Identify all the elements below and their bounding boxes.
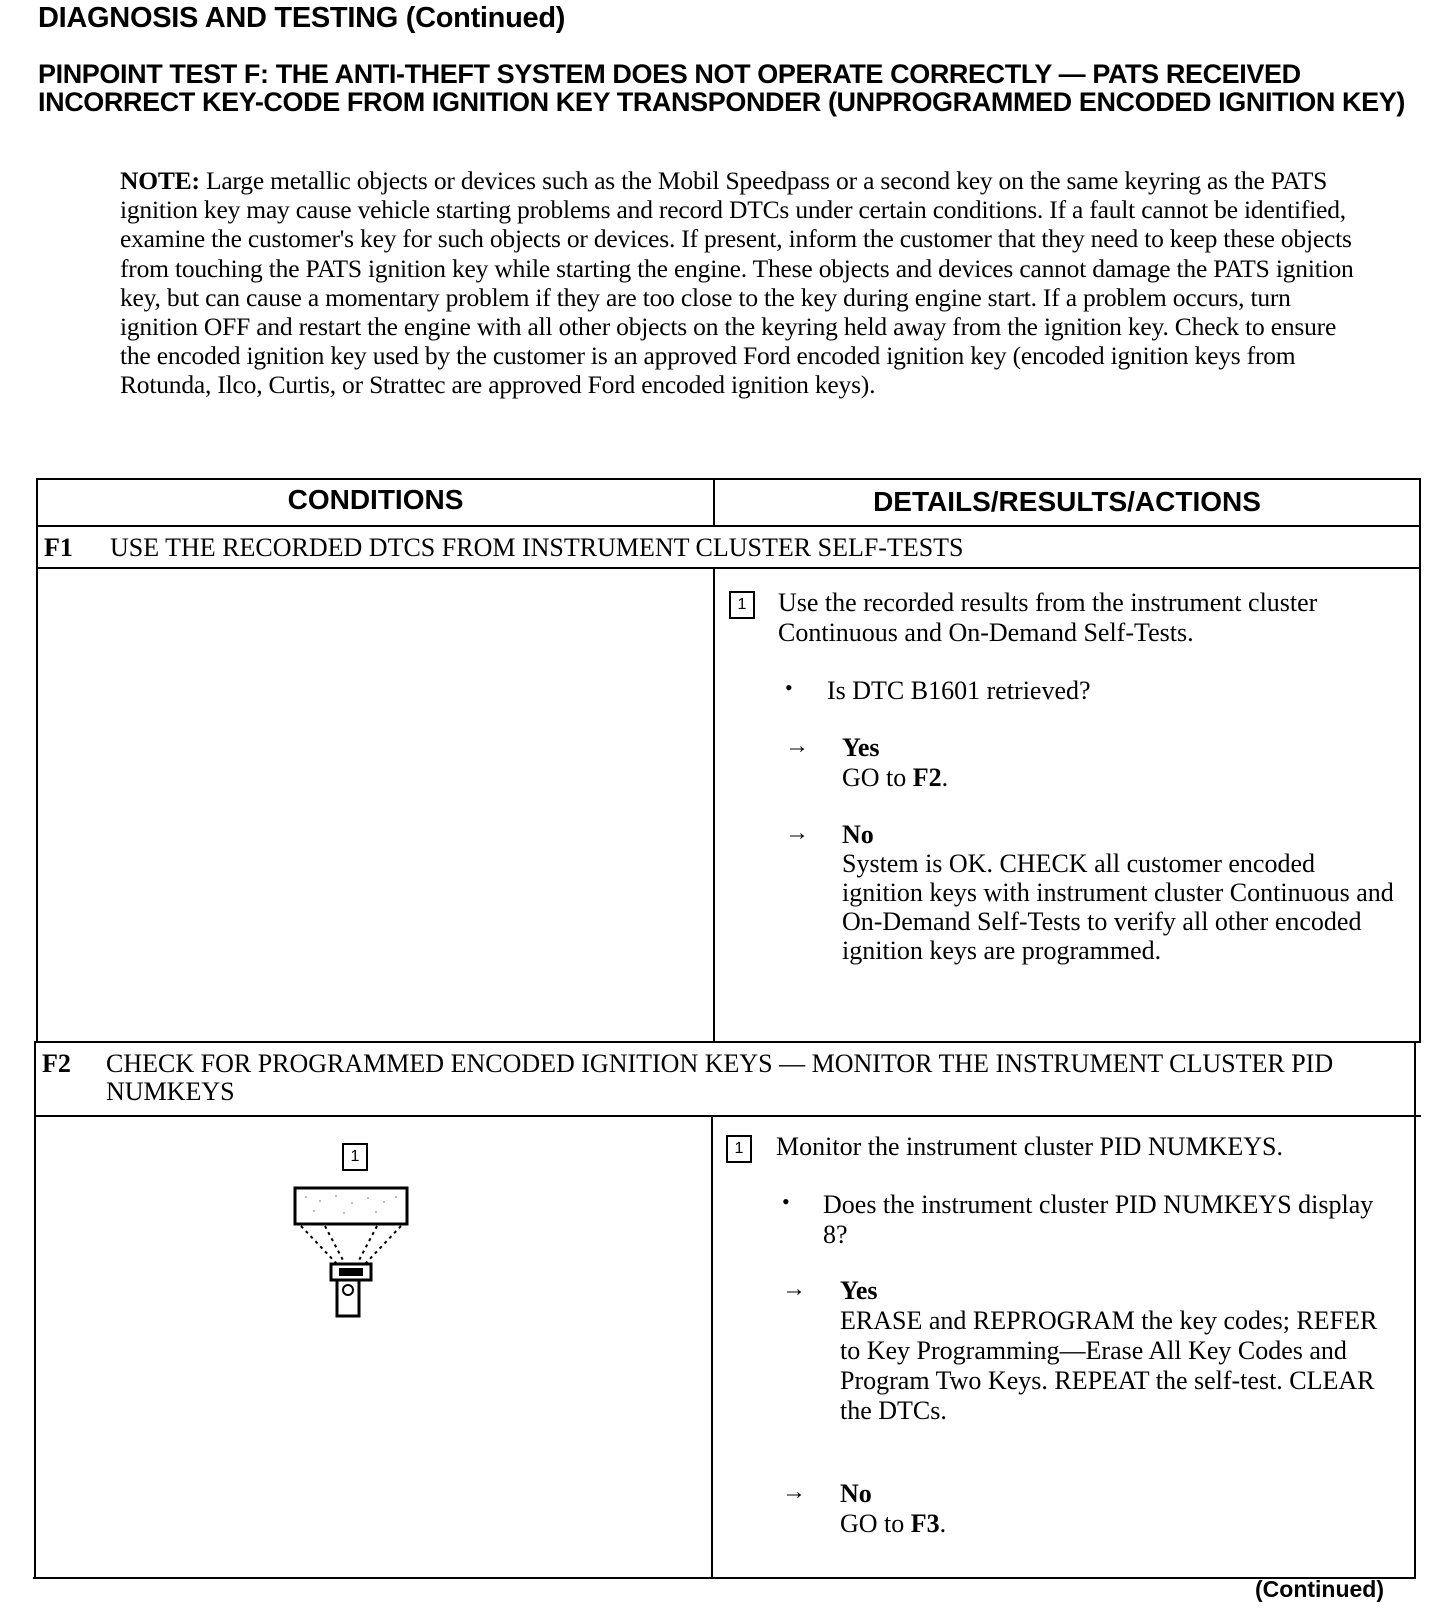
f1-instruction: Use the recorded results from the instrument cluster Continuous and On-Demand Self-Tests. bbox=[778, 588, 1318, 647]
note-paragraph bbox=[120, 166, 1360, 400]
column-divider-f1 bbox=[713, 567, 715, 1043]
table-bottom-border bbox=[33, 1577, 1416, 1579]
f2-yes-result bbox=[840, 1276, 1395, 1426]
f1-question: Is DTC B1601 retrieved? bbox=[827, 676, 1091, 705]
f2-no-action: GO to bbox=[840, 1509, 911, 1538]
table-top-border bbox=[36, 478, 1421, 480]
f2-figure-step-box: 1 bbox=[342, 1143, 368, 1171]
f1-no-arrow: → bbox=[785, 820, 809, 846]
f1-yes-action: GO to bbox=[842, 763, 913, 792]
f2-yes-label: Yes bbox=[840, 1276, 878, 1305]
f1-no-label: No bbox=[842, 820, 874, 849]
f1-bullet: • bbox=[785, 675, 793, 700]
f1-title-border bbox=[36, 567, 1421, 569]
section-title: DIAGNOSIS AND TESTING (Continued) bbox=[38, 2, 566, 34]
pinpoint-test-title: PINPOINT TEST F: THE ANTI-THEFT SYSTEM DOES NOT OPERATE CORRECTLY — PATS RECEIVED INCORRECT KEY-CODE FROM IGNITION KEY TRANSPONDER (UNPROGRAMMED ENCODED IGNITION KEY) bbox=[38, 59, 1405, 117]
f1-yes-result bbox=[842, 733, 1402, 793]
step-f2-title: CHECK FOR PROGRAMMED ENCODED IGNITION KEYS — MONITOR THE INSTRUMENT CLUSTER PID NUMKEYS bbox=[106, 1049, 1334, 1106]
left-border-lower bbox=[34, 1041, 36, 1579]
f1-no-result bbox=[842, 820, 1402, 965]
f2-no-arrow: → bbox=[782, 1479, 806, 1505]
f2-yes-action: ERASE and REPROGRAM the key codes; REFER to Key Programming—Erase All Key Codes and Program Two Keys. REPEAT the self-test. CLEAR the DTCs. bbox=[840, 1306, 1378, 1425]
conditions-column-header: CONDITIONS bbox=[287, 484, 464, 515]
f1-yes-label: Yes bbox=[842, 733, 880, 762]
step-f1-id: F1 bbox=[44, 533, 73, 562]
f1-yes-target[interactable]: F2 bbox=[912, 763, 942, 792]
f2-title-border bbox=[36, 1115, 1421, 1117]
scan-tool-connector-illustration bbox=[291, 1186, 421, 1321]
f2-instruction: Monitor the instrument cluster PID NUMKEYS. bbox=[776, 1132, 1283, 1161]
f1-yes-period: . bbox=[941, 763, 949, 792]
f1-bottom-border bbox=[36, 1041, 1421, 1043]
f2-no-target[interactable]: F3 bbox=[910, 1509, 940, 1538]
right-border-lower bbox=[1414, 1041, 1416, 1579]
f2-yes-arrow: → bbox=[782, 1276, 806, 1302]
f2-no-result bbox=[840, 1479, 1395, 1539]
details-column-header: DETAILS/RESULTS/ACTIONS bbox=[873, 486, 1261, 517]
f2-substep-box: 1 bbox=[726, 1135, 752, 1163]
continued-footer: (Continued) bbox=[1255, 1576, 1385, 1602]
f2-no-label: No bbox=[840, 1479, 872, 1508]
step-f2-id: F2 bbox=[42, 1049, 71, 1078]
header-bottom-border bbox=[36, 525, 1421, 527]
left-border-upper bbox=[36, 478, 38, 1043]
f1-yes-arrow: → bbox=[785, 733, 809, 759]
note-label: NOTE: bbox=[120, 166, 200, 195]
f2-no-period: . bbox=[939, 1509, 947, 1538]
column-divider-f2 bbox=[711, 1115, 713, 1579]
right-border-upper bbox=[1419, 478, 1421, 1043]
f2-question: Does the instrument cluster PID NUMKEYS display 8? bbox=[823, 1190, 1374, 1249]
f1-substep-box: 1 bbox=[729, 591, 755, 619]
scan-tool-icon bbox=[295, 1188, 407, 1224]
pinpoint-test-table bbox=[36, 478, 1421, 1579]
f2-bullet: • bbox=[782, 1189, 790, 1214]
connection-lines bbox=[301, 1226, 401, 1264]
step-f1-title: USE THE RECORDED DTCS FROM INSTRUMENT CLUSTER SELF-TESTS bbox=[110, 533, 964, 562]
note-text: Large metallic objects or devices such as the Mobil Speedpass or a second key on the same keyring as the PATS ignition key may cause vehicle starting problems and record DTCs under certain conditions. If a fault cannot be identified, examine the customer's key for such objects or devices. If present, inform the customer that they need to keep these objects from touching the PATS ignition key while starting the engine. These objects and devices cannot damage the PATS ignition key, but can cause a momentary problem if they are too close to the key during engine start. If a problem occurs, turn ignition OFF and restart the engine with all other objects on the keyring held away from the ignition key. Check to ensure the encoded ignition key used by the customer is an approved Ford encoded ignition key (encoded ignition keys from Rotunda, Ilco, Curtis, or Strattec are approved Ford encoded ignition keys). bbox=[120, 166, 1354, 400]
f1-no-action: System is OK. CHECK all customer encoded ignition keys with instrument cluster Continuous and On-Demand Self-Tests to verify all other encoded ignition keys are programmed. bbox=[842, 849, 1394, 965]
